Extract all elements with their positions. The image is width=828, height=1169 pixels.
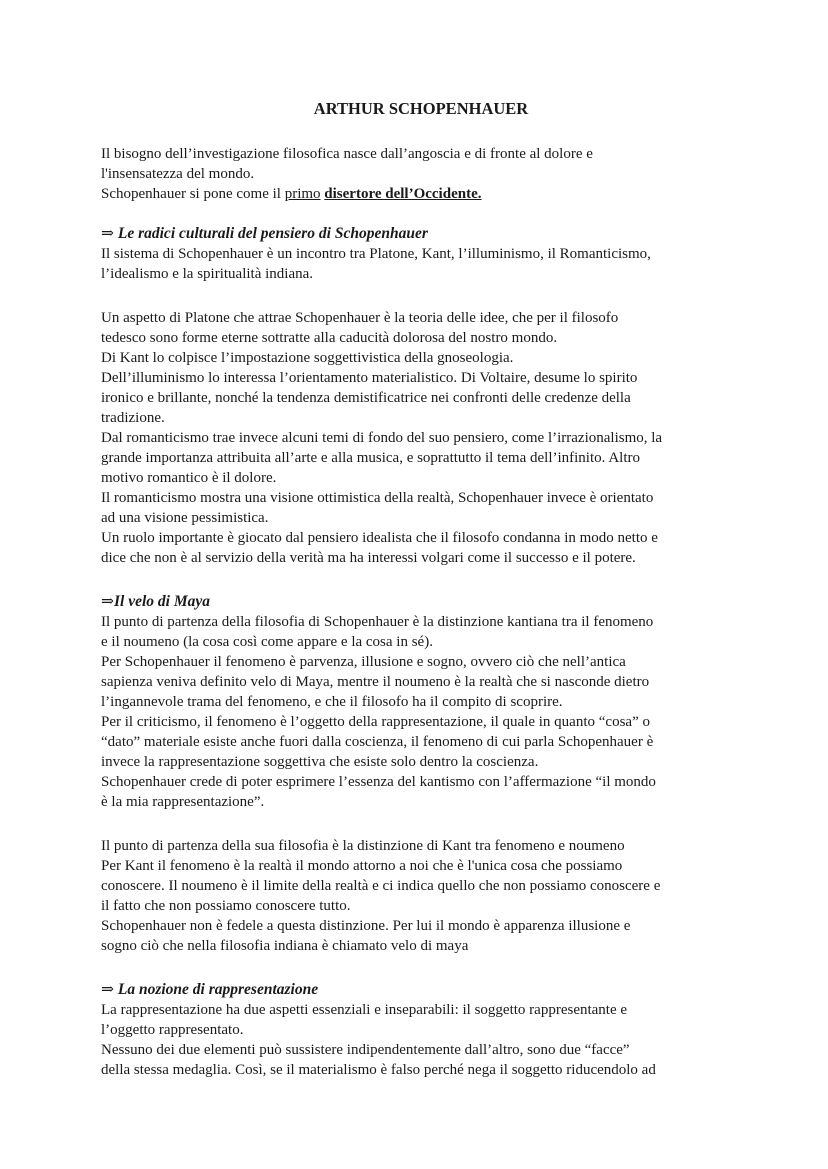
text-line: Un aspetto di Platone che attrae Schopenhauer è la teoria delle idee, che per il filosofo <box>101 310 619 326</box>
underlined-text: primo <box>284 186 321 202</box>
section-velo-di-maya <box>101 592 741 956</box>
text-line: l’oggetto rappresentato. <box>101 1022 244 1038</box>
text-line: “dato” materiale esiste anche fuori dalla coscienza, il fenomeno di cui parla Schopenhauer è <box>101 734 654 750</box>
text-line: Il punto di partenza della sua filosofia è la distinzione di Kant tra fenomeno e noumeno <box>101 838 625 854</box>
text-line: ad una visione pessimistica. <box>101 510 269 526</box>
text-line: Per Schopenhauer il fenomeno è parvenza, illusione e sogno, ovvero ciò che nell’antica <box>101 654 626 670</box>
text-span: Schopenhauer si pone come il <box>101 186 285 202</box>
text-line: è la mia rappresentazione”. <box>101 794 265 810</box>
bold-underlined-text: disertore dell’Occidente. <box>324 186 482 202</box>
intro-paragraph <box>101 144 741 204</box>
text-line: tedesco sono forme eterne sottratte alla caducità dolorosa del nostro mondo. <box>101 330 558 346</box>
text-line: Il romanticismo mostra una visione ottimistica della realtà, Schopenhauer invece è orientato <box>101 490 654 506</box>
text-line: Un ruolo importante è giocato dal pensiero idealista che il filosofo condanna in modo netto e <box>101 530 658 546</box>
text-line: ironico e brillante, nonché la tendenza demistificatrice nei confronti delle credenze della <box>101 390 631 406</box>
section-radici-culturali <box>101 224 741 568</box>
right-double-arrow-icon: ⇒ <box>101 593 114 610</box>
section-heading <box>101 224 741 244</box>
text-line: Schopenhauer non è fedele a questa distinzione. Per lui il mondo è apparenza illusione e <box>101 918 631 934</box>
section-nozione-rappresentazione <box>101 980 741 1080</box>
text-line: Nessuno dei due elementi può sussistere indipendentemente dall’altro, sono due “facce” <box>101 1042 630 1058</box>
text-line: sogno ciò che nella filosofia indiana è chiamato velo di maya <box>101 938 469 954</box>
text-line: motivo romantico è il dolore. <box>101 470 277 486</box>
text-line: Il bisogno dell’investigazione filosofica nasce dall’angoscia e di fronte al dolore e <box>101 146 593 162</box>
text-line: grande importanza attribuita all’arte e alla musica, e soprattutto il tema dell’infinito. Altro <box>101 450 640 466</box>
text-line: Di Kant lo colpisce l’impostazione soggettivistica della gnoseologia. <box>101 350 514 366</box>
text-line: Dal romanticismo trae invece alcuni temi di fondo del suo pensiero, come l’irrazionalismo, la <box>101 430 663 446</box>
document-title: ARTHUR SCHOPENHAUER <box>313 99 529 118</box>
right-double-arrow-icon: ⇒ <box>101 981 114 998</box>
text-line: l’ingannevole trama del fenomeno, e che il filosofo ha il compito di scoprire. <box>101 694 563 710</box>
section-heading <box>101 980 741 1000</box>
text-line: conoscere. Il noumeno è il limite della realtà e ci indica quello che non possiamo conoscere e <box>101 878 661 894</box>
text-line: tradizione. <box>101 410 165 426</box>
section-heading-text: Le radici culturali del pensiero di Schopenhauer <box>117 225 428 242</box>
text-line: Per il criticismo, il fenomeno è l’oggetto della rappresentazione, il quale in quanto “cosa” o <box>101 714 650 730</box>
text-line: invece la rappresentazione soggettiva che esiste solo dentro la coscienza. <box>101 754 539 770</box>
text-line: l’idealismo e la spiritualità indiana. <box>101 266 314 282</box>
text-line: Dell’illuminismo lo interessa l’orientamento materialistico. Di Voltaire, desume lo spirito <box>101 370 638 386</box>
text-line: Per Kant il fenomeno è la realtà il mondo attorno a noi che è l'unica cosa che possiamo <box>101 858 623 874</box>
document-page <box>101 98 741 1080</box>
text-line: Il punto di partenza della filosofia di Schopenhauer è la distinzione kantiana tra il fenomeno <box>101 614 654 630</box>
section-heading-text: Il velo di Maya <box>114 593 210 610</box>
right-double-arrow-icon: ⇒ <box>101 225 114 242</box>
text-line: La rappresentazione ha due aspetti essenziali e inseparabili: il soggetto rappresentante e <box>101 1002 628 1018</box>
text-line: il fatto che non possiamo conoscere tutto. <box>101 898 351 914</box>
text-line: sapienza veniva definito velo di Maya, mentre il noumeno è la realtà che si nasconde dietro <box>101 674 650 690</box>
text-line: e il noumeno (la cosa così come appare e la cosa in sé). <box>101 634 433 650</box>
section-heading <box>101 592 741 612</box>
section-heading-text: La nozione di rappresentazione <box>117 981 319 998</box>
text-line: dice che non è al servizio della verità ma ha interessi volgari come il successo e il potere. <box>101 550 636 566</box>
text-line: l'insensatezza del mondo. <box>101 166 255 182</box>
text-line: Il sistema di Schopenhauer è un incontro tra Platone, Kant, l’illuminismo, il Romanticismo, <box>101 246 651 262</box>
text-line: della stessa medaglia. Così, se il materialismo è falso perché nega il soggetto riducendolo ad <box>101 1062 656 1078</box>
text-line <box>101 184 741 204</box>
text-line: Schopenhauer crede di poter esprimere l’essenza del kantismo con l’affermazione “il mondo <box>101 774 656 790</box>
